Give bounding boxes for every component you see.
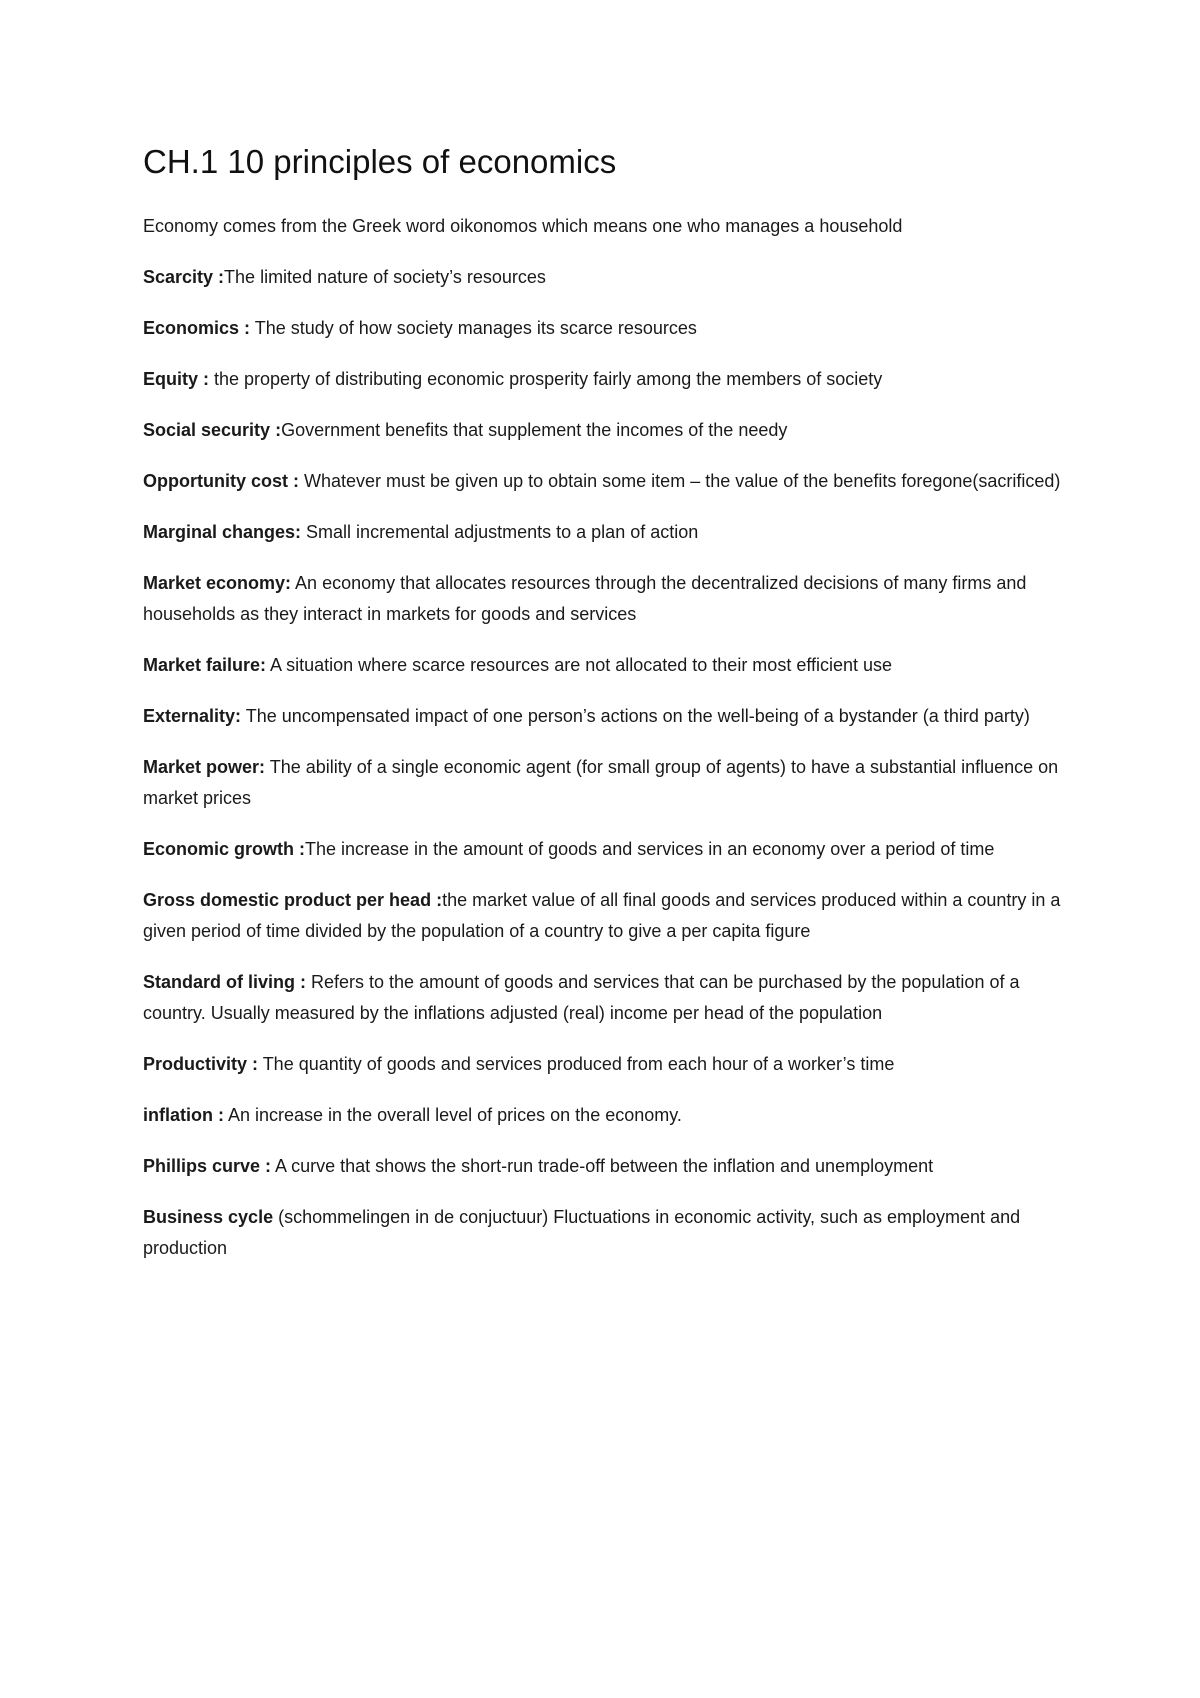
- definition-entry: [143, 885, 1083, 947]
- term-definition: The uncompensated impact of one person’s actions on the well-being of a bystander (a third party): [241, 705, 1030, 726]
- term-label: Opportunity cost :: [143, 470, 299, 491]
- definition-entry: [143, 701, 1083, 732]
- document-title: CH.1 10 principles of economics: [143, 143, 617, 180]
- definition-entry: [143, 466, 1083, 497]
- term-label: Scarcity :: [143, 266, 225, 287]
- term-label: Gross domestic product per head :: [143, 889, 443, 910]
- definition-entry: [143, 364, 1083, 395]
- definition-entry: [143, 313, 1083, 344]
- term-definition: Government benefits that supplement the incomes of the needy: [281, 419, 788, 440]
- term-label: Productivity :: [143, 1053, 259, 1074]
- term-definition: The quantity of goods and services produced from each hour of a worker’s time: [258, 1053, 895, 1074]
- definition-entry: [143, 1202, 1083, 1264]
- term-definition: The limited nature of society’s resources: [224, 266, 546, 287]
- term-label: Economic growth :: [143, 838, 305, 859]
- term-label: Business cycle: [143, 1206, 274, 1227]
- term-definition: The increase in the amount of goods and services in an economy over a period of time: [305, 838, 995, 859]
- term-definition: the property of distributing economic prosperity fairly among the members of society: [209, 368, 883, 389]
- intro-paragraph: Economy comes from the Greek word oikonomos which means one who manages a household: [143, 215, 903, 236]
- term-label: Market power:: [143, 756, 266, 777]
- term-definition: Refers to the amount of goods and services that can be purchased by the population of a country. Usually measured by the inflations adjusted (real) income per head of the population: [143, 971, 1020, 1023]
- term-label: Standard of living :: [143, 971, 307, 992]
- definition-entry: [143, 517, 1083, 548]
- definition-entry: [143, 568, 1083, 630]
- definition-entry: [143, 752, 1083, 814]
- term-definition: The ability of a single economic agent (for small group of agents) to have a substantial influence on market prices: [143, 756, 1059, 808]
- term-label: Economics :: [143, 317, 251, 338]
- term-definition: Whatever must be given up to obtain some item – the value of the benefits foregone(sacrificed): [299, 470, 1061, 491]
- definition-entry: [143, 1049, 1083, 1080]
- term-label: Market economy:: [143, 572, 292, 593]
- definition-entry: [143, 262, 1083, 293]
- term-definition: A curve that shows the short-run trade-off between the inflation and unemployment: [271, 1155, 934, 1176]
- term-definition: An increase in the overall level of prices on the economy.: [223, 1104, 682, 1125]
- definition-entry: [143, 834, 1083, 865]
- term-label: Market failure:: [143, 654, 267, 675]
- term-definition: A situation where scarce resources are not allocated to their most efficient use: [266, 654, 893, 675]
- term-definition: The study of how society manages its scarce resources: [250, 317, 697, 338]
- definition-entry: [143, 967, 1083, 1029]
- term-label: Phillips curve :: [143, 1155, 272, 1176]
- term-definition: An economy that allocates resources through the decentralized decisions of many firms and households as they interact in markets for goods and services: [143, 572, 1027, 624]
- definition-entry: [143, 1100, 1083, 1131]
- term-label: Externality:: [143, 705, 242, 726]
- term-label: Social security :: [143, 419, 282, 440]
- term-label: Equity :: [143, 368, 209, 389]
- definition-entry: [143, 650, 1083, 681]
- term-definition: the market value of all final goods and services produced within a country in a given period of time divided by the population of a country to give a per capita figure: [143, 889, 1061, 941]
- term-label: Marginal changes:: [143, 521, 302, 542]
- term-definition: Small incremental adjustments to a plan of action: [301, 521, 699, 542]
- term-definition: (schommelingen in de conjuctuur) Fluctuations in economic activity, such as employment and production: [143, 1206, 1021, 1258]
- term-label: inflation :: [143, 1104, 224, 1125]
- definition-entry: [143, 415, 1083, 446]
- definition-entry: [143, 1151, 1083, 1182]
- document-page: [143, 142, 1083, 1284]
